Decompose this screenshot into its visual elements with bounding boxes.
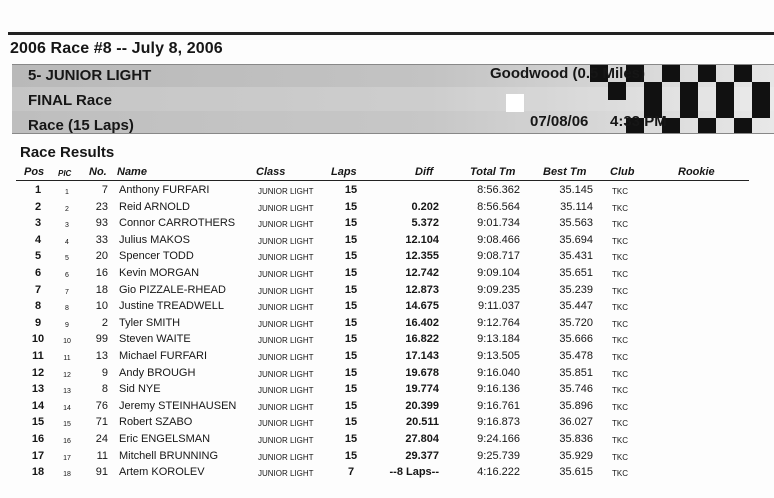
cell-class: JUNIOR LIGHT [258, 187, 314, 196]
cell-laps: 15 [344, 366, 358, 379]
cell-best: 35.239 [559, 283, 593, 296]
top-rule [8, 32, 774, 35]
cell-diff: 12.355 [405, 250, 439, 263]
cell-total: 9:16.040 [477, 366, 520, 379]
cell-pic: 9 [65, 321, 69, 329]
cell-club: TKC [612, 270, 628, 279]
cell-best: 35.447 [559, 300, 593, 313]
cell-club: TKC [612, 369, 628, 379]
cell-name: Reid ARNOLD [119, 200, 190, 213]
cell-laps: 15 [344, 300, 358, 313]
cell-no: 7 [101, 184, 108, 196]
checker-square [662, 64, 680, 82]
cell-laps: 15 [344, 283, 358, 296]
cell-pos: 10 [31, 333, 45, 346]
cell-name: Anthony FURFARI [119, 184, 210, 196]
cell-class: JUNIOR LIGHT [258, 353, 314, 362]
cell-club: TKC [612, 187, 628, 196]
cell-name: Robert SZABO [119, 416, 193, 429]
cell-pic: 3 [65, 222, 69, 230]
cell-laps: 15 [344, 399, 358, 412]
cell-club: TKC [612, 386, 628, 396]
cell-no: 33 [95, 233, 108, 246]
cell-laps: 15 [344, 184, 358, 196]
cell-name: Sid NYE [119, 383, 161, 396]
table-row [0, 448, 774, 465]
checker-square [680, 82, 698, 100]
cell-name: Justine TREADWELL [119, 300, 224, 313]
cell-laps: 15 [344, 449, 358, 462]
cell-laps: 7 [347, 466, 355, 479]
cell-name: Kevin MORGAN [119, 267, 200, 279]
cell-diff: 27.804 [405, 433, 439, 445]
col-header-name: Name [117, 166, 147, 178]
cell-no: 91 [95, 466, 108, 479]
table-row [0, 298, 774, 315]
cell-no: 9 [101, 366, 108, 379]
cell-pos: 8 [34, 300, 42, 313]
cell-pos: 14 [31, 399, 45, 412]
cell-diff: 12.742 [405, 267, 439, 279]
cell-class: JUNIOR LIGHT [258, 336, 314, 346]
cell-diff: 14.675 [405, 300, 439, 313]
cell-pos: 17 [31, 449, 45, 462]
cell-best: 36.027 [559, 416, 593, 429]
cell-diff: 0.202 [411, 200, 439, 213]
cell-laps: 15 [344, 383, 358, 396]
checker-square [716, 100, 734, 118]
cell-best: 35.431 [559, 250, 593, 263]
cell-laps: 15 [344, 217, 358, 230]
table-row [0, 199, 774, 216]
cell-class: JUNIOR LIGHT [258, 270, 314, 279]
results-title: Race Results [20, 144, 115, 161]
col-header-best: Best Tm [543, 166, 587, 178]
checker-square [752, 100, 770, 118]
checker-square [734, 64, 752, 82]
cell-club: TKC [612, 220, 628, 230]
checker-square [734, 118, 752, 134]
table-row [0, 464, 774, 481]
cell-no: 16 [95, 267, 108, 279]
cell-pos: 4 [34, 233, 42, 246]
cell-best: 35.851 [559, 366, 593, 379]
cell-laps: 15 [344, 200, 358, 213]
cell-pic: 7 [65, 288, 69, 296]
table-row [0, 398, 774, 415]
cell-total: 8:56.362 [477, 184, 520, 196]
cell-name: Julius MAKOS [119, 233, 190, 246]
cell-diff: 20.399 [405, 399, 439, 412]
table-row [0, 232, 774, 249]
cell-no: 24 [95, 433, 108, 445]
cell-best: 35.929 [559, 449, 593, 462]
cell-name: Jeremy STEINHAUSEN [119, 399, 237, 412]
cell-class: JUNIOR LIGHT [258, 220, 314, 230]
race-time: 4:33 PM [610, 113, 667, 130]
cell-club: TKC [612, 353, 628, 362]
cell-diff: 19.774 [405, 383, 439, 396]
cell-pic: 17 [63, 454, 71, 462]
cell-name: Spencer TODD [119, 250, 194, 263]
cell-diff: 16.822 [405, 333, 439, 346]
cell-total: 9:16.761 [477, 399, 520, 412]
table-row [0, 215, 774, 232]
cell-total: 9:01.734 [477, 217, 520, 230]
cell-no: 2 [101, 316, 108, 329]
cell-pic: 1 [65, 189, 69, 196]
cell-diff: 16.402 [405, 316, 439, 329]
cell-no: 76 [95, 399, 108, 412]
cell-pos: 9 [34, 316, 42, 329]
checker-square [644, 82, 662, 100]
header-rule [16, 180, 749, 181]
cell-diff: 5.372 [411, 217, 439, 230]
table-row [0, 282, 774, 299]
checker-square [698, 64, 716, 82]
cell-total: 9:11.037 [477, 300, 520, 313]
cell-best: 35.836 [559, 433, 593, 445]
cell-laps: 15 [344, 267, 358, 279]
checker-square [752, 82, 770, 100]
cell-best: 35.651 [559, 267, 593, 279]
cell-class: JUNIOR LIGHT [258, 452, 314, 462]
cell-total: 4:16.222 [477, 466, 520, 479]
cell-club: TKC [612, 436, 628, 445]
cell-total: 9:09.104 [477, 267, 520, 279]
cell-best: 35.114 [560, 200, 593, 213]
cell-pic: 10 [63, 338, 71, 346]
cell-pos: 16 [31, 433, 45, 445]
cell-pos: 18 [31, 466, 45, 479]
cell-total: 9:09.235 [477, 283, 520, 296]
cell-no: 8 [101, 383, 108, 396]
cell-laps: 15 [344, 233, 358, 246]
cell-club: TKC [612, 452, 628, 462]
cell-pic: 8 [65, 305, 69, 313]
cell-no: 18 [95, 283, 108, 296]
cell-no: 99 [95, 333, 108, 346]
cell-name: Connor CARROTHERS [119, 217, 236, 230]
checker-square [680, 100, 698, 118]
cell-class: JUNIOR LIGHT [258, 319, 314, 329]
cell-best: 35.896 [559, 399, 593, 412]
cell-class: JUNIOR LIGHT [258, 402, 314, 412]
cell-total: 9:25.739 [477, 449, 520, 462]
cell-class: JUNIOR LIGHT [258, 286, 314, 296]
col-header-total: Total Tm [470, 166, 516, 178]
cell-total: 9:08.717 [477, 250, 520, 263]
cell-pos: 13 [31, 383, 45, 396]
cell-pic: 5 [65, 255, 69, 263]
cell-club: TKC [612, 286, 628, 296]
session-name: FINAL Race [28, 92, 112, 109]
cell-total: 9:12.764 [477, 316, 520, 329]
cell-pic: 18 [63, 471, 71, 479]
cell-laps: 15 [344, 316, 358, 329]
table-row [0, 348, 774, 365]
cell-pic: 2 [65, 205, 69, 213]
cell-best: 35.563 [559, 217, 593, 230]
cell-total: 9:16.873 [477, 416, 520, 429]
cell-laps: 15 [344, 416, 358, 429]
cell-no: 93 [95, 217, 108, 230]
cell-best: 35.145 [559, 184, 593, 196]
cell-diff: 19.678 [405, 366, 439, 379]
table-row [0, 182, 774, 199]
cell-total: 9:13.184 [477, 333, 520, 346]
checker-square [506, 94, 524, 112]
cell-name: Andy BROUGH [119, 366, 196, 379]
cell-pos: 15 [31, 416, 45, 429]
table-row [0, 414, 774, 431]
cell-name: Michael FURFARI [119, 350, 208, 362]
cell-laps: 15 [344, 350, 358, 362]
cell-best: 35.615 [559, 466, 593, 479]
cell-best: 35.478 [559, 350, 593, 362]
table-row [0, 431, 774, 448]
cell-no: 13 [95, 350, 108, 362]
col-header-laps: Laps [331, 166, 357, 178]
cell-class: JUNIOR LIGHT [258, 203, 314, 213]
cell-club: TKC [612, 319, 628, 329]
cell-name: Gio PIZZALE-RHEAD [119, 283, 226, 296]
checker-square [698, 118, 716, 134]
cell-pos: 6 [34, 267, 42, 279]
cell-total: 9:16.136 [477, 383, 520, 396]
cell-class: JUNIOR LIGHT [258, 303, 314, 313]
cell-pic: 6 [65, 272, 69, 279]
cell-no: 23 [95, 200, 108, 213]
cell-pic: 11 [63, 355, 71, 362]
cell-club: TKC [612, 203, 628, 213]
cell-no: 11 [96, 449, 108, 462]
checker-square [716, 82, 734, 100]
table-row [0, 265, 774, 282]
cell-diff: 12.104 [405, 233, 439, 246]
cell-name: Eric ENGELSMAN [119, 433, 211, 445]
cell-total: 9:24.166 [477, 433, 520, 445]
laps-label: Race (15 Laps) [28, 117, 134, 134]
cell-name: Mitchell BRUNNING [119, 449, 219, 462]
cell-total: 8:56.564 [477, 200, 520, 213]
cell-total: 9:08.466 [477, 233, 520, 246]
cell-diff: 29.377 [405, 449, 439, 462]
race-title: 2006 Race #8 -- July 8, 2006 [10, 40, 223, 57]
col-header-pos: Pos [24, 166, 45, 178]
cell-no: 10 [95, 300, 108, 313]
cell-pos: 1 [34, 184, 42, 196]
cell-pic: 15 [63, 421, 71, 429]
cell-total: 9:13.505 [477, 350, 520, 362]
cell-pic: 4 [65, 238, 69, 246]
col-header-club: Club [610, 166, 635, 178]
cell-club: TKC [612, 303, 628, 313]
table-row [0, 331, 774, 348]
track-name: Goodwood (0.5 Miles) [490, 65, 646, 82]
cell-pos: 5 [34, 250, 42, 263]
cell-club: TKC [612, 402, 628, 412]
cell-laps: 15 [344, 250, 358, 263]
cell-pos: 7 [34, 283, 42, 296]
cell-pos: 3 [34, 217, 42, 230]
cell-pic: 12 [63, 371, 71, 379]
race-date: 07/08/06 [530, 113, 589, 130]
cell-pos: 12 [31, 366, 45, 379]
cell-class: JUNIOR LIGHT [258, 469, 314, 479]
col-header-pic: PIC [58, 169, 72, 178]
cell-laps: 15 [344, 333, 358, 346]
cell-diff: --8 Laps-- [389, 466, 439, 479]
cell-diff: 17.143 [405, 350, 439, 362]
cell-pos: 11 [32, 350, 44, 362]
cell-class: JUNIOR LIGHT [258, 436, 314, 445]
cell-name: Steven WAITE [119, 333, 191, 346]
cell-pic: 13 [63, 388, 71, 396]
cell-name: Tyler SMITH [119, 316, 181, 329]
cell-pic: 14 [63, 404, 71, 412]
cell-club: TKC [612, 419, 628, 429]
cell-club: TKC [612, 336, 628, 346]
cell-no: 71 [95, 416, 108, 429]
cell-pic: 16 [63, 438, 71, 445]
cell-best: 35.694 [559, 233, 593, 246]
col-header-class: Class [256, 166, 286, 178]
col-header-rookie: Rookie [678, 166, 715, 178]
table-row [0, 315, 774, 332]
cell-diff: 12.873 [405, 283, 439, 296]
cell-class: JUNIOR LIGHT [258, 386, 314, 396]
cell-class: JUNIOR LIGHT [258, 253, 314, 263]
table-row [0, 365, 774, 382]
table-row [0, 381, 774, 398]
cell-best: 35.720 [559, 316, 593, 329]
cell-club: TKC [612, 236, 628, 246]
cell-club: TKC [612, 469, 628, 479]
cell-no: 20 [95, 250, 108, 263]
checker-square [608, 82, 626, 100]
event-banner [12, 64, 774, 134]
cell-class: JUNIOR LIGHT [258, 369, 314, 379]
table-row [0, 248, 774, 265]
cell-best: 35.666 [559, 333, 593, 346]
cell-club: TKC [612, 253, 628, 263]
col-header-diff: Diff [415, 166, 434, 178]
cell-laps: 15 [344, 433, 358, 445]
col-header-no: No. [89, 166, 107, 178]
cell-class: JUNIOR LIGHT [258, 236, 314, 246]
cell-best: 35.746 [559, 383, 593, 396]
cell-class: JUNIOR LIGHT [258, 419, 314, 429]
cell-pos: 2 [34, 200, 42, 213]
cell-name: Artem KOROLEV [119, 466, 205, 479]
event-name: 5- JUNIOR LIGHT [28, 67, 152, 84]
cell-diff: 20.511 [405, 416, 439, 429]
